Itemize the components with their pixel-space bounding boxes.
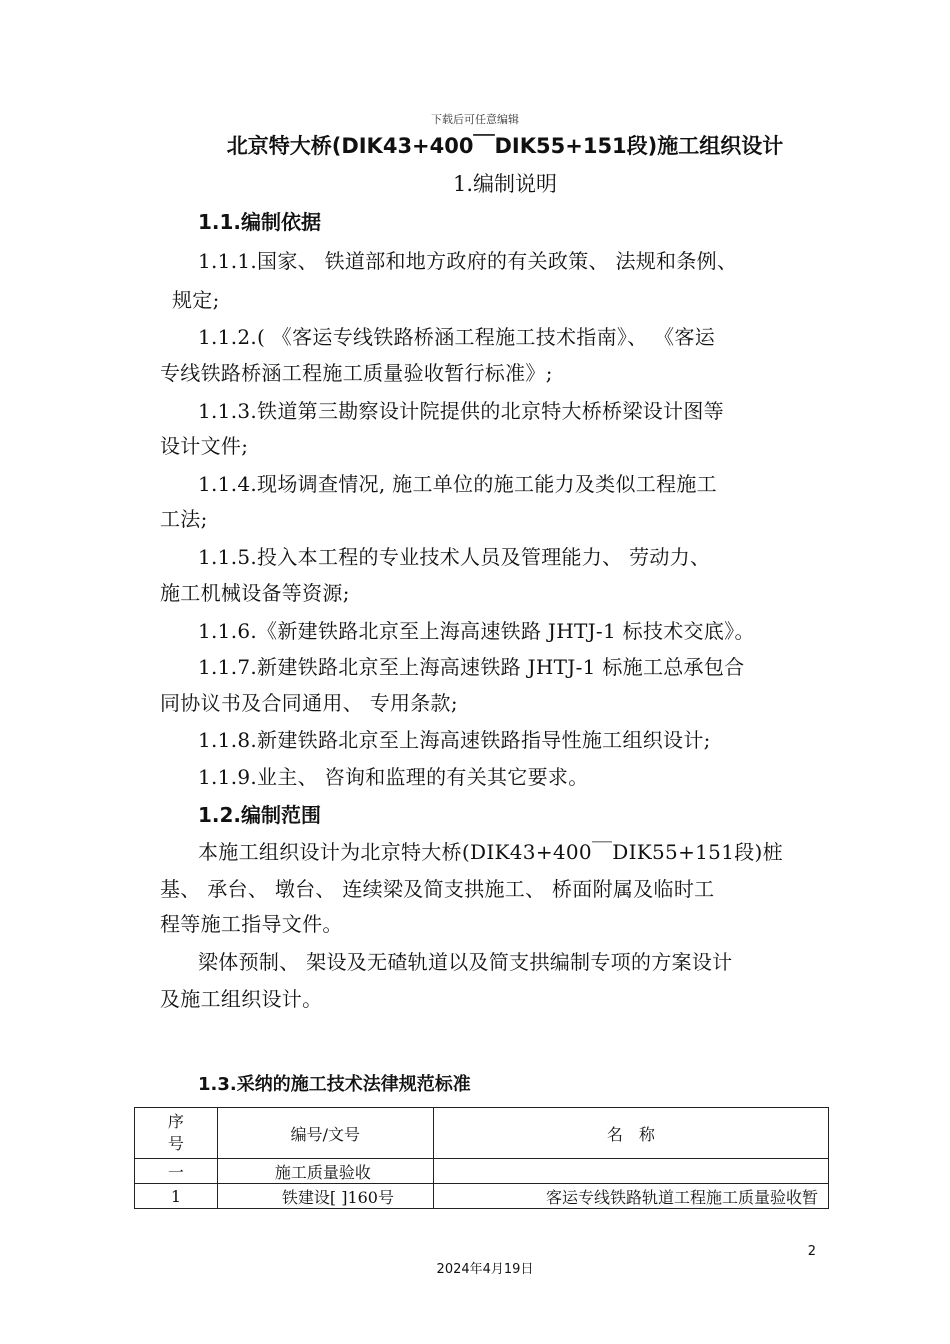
paragraph-line: 设计文件;	[160, 434, 249, 458]
heading-1-1: 1.1.编制依据	[198, 210, 322, 234]
header-cell-index: 序 号	[135, 1108, 218, 1159]
heading-1-2: 1.2.编制范围	[198, 803, 322, 827]
paragraph-line: 规定;	[172, 288, 220, 312]
document-title: 北京特大桥(DIK43+400￣DIK55+151段)施工组织设计	[226, 134, 784, 158]
table-header-row	[135, 1108, 829, 1159]
table-row	[135, 1184, 829, 1209]
paragraph-line: 1.1.6.《新建铁路北京至上海高速铁路 JHTJ-1 标技术交底》。	[198, 619, 755, 643]
paragraph-line: 基、 承台、 墩台、 连续梁及简支拱施工、 桥面附属及临时工	[160, 877, 715, 901]
header-cell-name: 名 称	[433, 1108, 828, 1159]
paragraph-line: 1.1.2.( 《客运专线铁路桥涵工程施工技术指南》、 《客运	[198, 325, 716, 349]
section-title: 1.编制说明	[452, 172, 558, 196]
paragraph-line: 工法;	[160, 507, 208, 531]
footer-date: 2024年4月19日	[436, 1262, 534, 1277]
paragraph-line: 1.1.7.新建铁路北京至上海高速铁路 JHTJ-1 标施工总承包合	[198, 655, 745, 679]
paragraph-line: 同协议书及合同通用、 专用条款;	[160, 691, 458, 715]
heading-1-3: 1.3.采纳的施工技术法律规范标准	[198, 1074, 471, 1095]
table-cell	[433, 1159, 828, 1184]
paragraph-line: 1.1.3.铁道第三勘察设计院提供的北京特大桥桥梁设计图等	[198, 399, 724, 423]
paragraph-line: 梁体预制、 架设及无碴轨道以及简支拱编制专项的方案设计	[198, 950, 733, 974]
paragraph-line: 施工机械设备等资源;	[160, 581, 350, 605]
page-number: 2	[807, 1244, 816, 1259]
table-cell: 施工质量验收	[217, 1159, 433, 1184]
paragraph-line: 1.1.8.新建铁路北京至上海高速铁路指导性施工组织设计;	[198, 728, 711, 752]
table-row	[135, 1159, 829, 1184]
paragraph-line: 1.1.1.国家、 铁道部和地方政府的有关政策、 法规和条例、	[198, 249, 738, 273]
table-cell: 铁建设[ ]160号	[217, 1184, 433, 1209]
paragraph-line: 1.1.4.现场调查情况, 施工单位的施工能力及类似工程施工	[198, 472, 717, 496]
table-cell: 1	[135, 1184, 218, 1209]
header-note: 下载后可任意编辑	[431, 113, 519, 126]
standards-table	[134, 1107, 829, 1209]
paragraph-line: 本施工组织设计为北京特大桥(DIK43+400￣DIK55+151段)桩	[198, 840, 783, 864]
paragraph-line: 1.1.9.业主、 咨询和监理的有关其它要求。	[198, 765, 589, 789]
paragraph-line: 及施工组织设计。	[160, 987, 323, 1011]
paragraph-line: 程等施工指导文件。	[160, 912, 343, 936]
paragraph-line: 专线铁路桥涵工程施工质量验收暂行标准》;	[160, 361, 553, 385]
header-cell-code: 编号/文号	[217, 1108, 433, 1159]
table-cell: 客运专线铁路轨道工程施工质量验收暂	[433, 1184, 828, 1209]
table-cell: 一	[135, 1159, 218, 1184]
paragraph-line: 1.1.5.投入本工程的专业技术人员及管理能力、 劳动力、	[198, 545, 711, 569]
